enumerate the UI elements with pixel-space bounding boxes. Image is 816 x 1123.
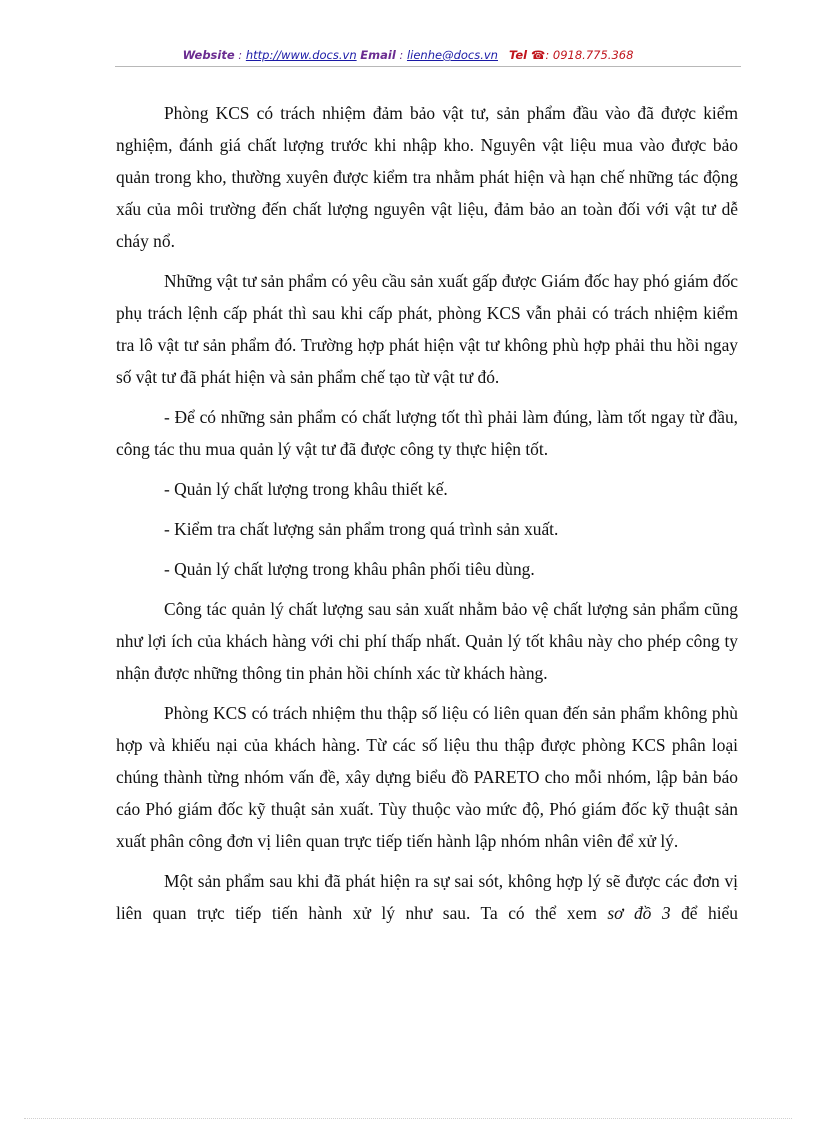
email-separator: : [395,48,407,62]
header-divider [115,66,741,67]
page-header [0,47,816,63]
paragraph-kcs-responsibility: Phòng KCS có trách nhiệm đảm bảo vật tư, sản phẩm đầu vào đã được kiểm nghiệm, đánh giá chất lượng trước khi nhập kho. Nguyên vật liệu mua vào được bảo quản trong kho, thường xuyên được kiểm tra nhằm phát hiện và hạn chế những tác động xấu của môi trường đến chất lượng nguyên vật liệu, đảm bảo an toàn đối với vật tư dễ cháy nổ. [116,103,738,251]
email-label: Email [360,48,396,62]
paragraph-error-handling-text: Một sản phẩm sau khi đã phát hiện ra sự sai sót, không hợp lý sẽ được các đơn vị liên quan trực tiếp tiến hành xử lý như sau. Ta có thể xem [116,871,738,923]
website-label: Website [182,48,235,62]
paragraph-error-handling [116,865,738,929]
paragraph-data-collection: Phòng KCS có trách nhiệm thu thập số liệu có liên quan đến sản phẩm không phù hợp và khiếu nại của khách hàng. Từ các số liệu thu thập được phòng KCS phân loại chúng thành từng nhóm vấn đề, xây dựng biểu đồ PARETO cho mỗi nhóm, lập bản báo cáo Phó giám đốc kỹ thuật sản xuất. Tùy thuộc vào mức độ, Phó giám đốc kỹ thuật sản xuất phân công đơn vị liên quan trực tiếp tiến hành lập nhóm nhân viên để xử lý. [116,703,738,851]
bullet-distribution-quality: - Quản lý chất lượng trong khâu phân phối tiêu dùng. [164,559,535,579]
bullet-design-quality: - Quản lý chất lượng trong khâu thiết kế. [164,479,448,499]
bullet-production-inspection: - Kiểm tra chất lượng sản phẩm trong quá trình sản xuất. [164,519,559,539]
paragraph-error-handling-end: để hiểu [670,903,738,923]
tel-label: Tel ☎ [508,48,546,62]
phone-number: : 0918.775.368 [545,48,634,62]
document-body [116,97,738,929]
footer-divider [24,1118,792,1119]
bullet-quality-from-start: - Để có những sản phẩm có chất lượng tốt thì phải làm đúng, làm tốt ngay từ đầu, công tác thu mua quản lý vật tư đã được công ty thực hiện tốt. [116,407,738,459]
website-separator: : [234,48,246,62]
diagram-reference: sơ đồ 3 [607,903,671,923]
email-link[interactable]: lienhe@docs.vn [406,48,498,62]
paragraph-urgent-materials: Những vật tư sản phẩm có yêu cầu sản xuất gấp được Giám đốc hay phó giám đốc phụ trách lệnh cấp phát thì sau khi cấp phát, phòng KCS vẫn phải có trách nhiệm kiểm tra lô vật tư sản phẩm đó. Trường hợp phát hiện vật tư không phù hợp phải thu hồi ngay số vật tư đã phát hiện và sản phẩm chế tạo từ vật tư đó. [116,271,738,387]
paragraph-post-production: Công tác quản lý chất lượng sau sản xuất nhằm bảo vệ chất lượng sản phẩm cũng như lợi ích của khách hàng với chi phí thấp nhất. Quản lý tốt khâu này cho phép công ty nhận được những thông tin phản hồi chính xác từ khách hàng. [116,599,738,683]
website-link[interactable]: http://www.docs.vn [245,48,357,62]
